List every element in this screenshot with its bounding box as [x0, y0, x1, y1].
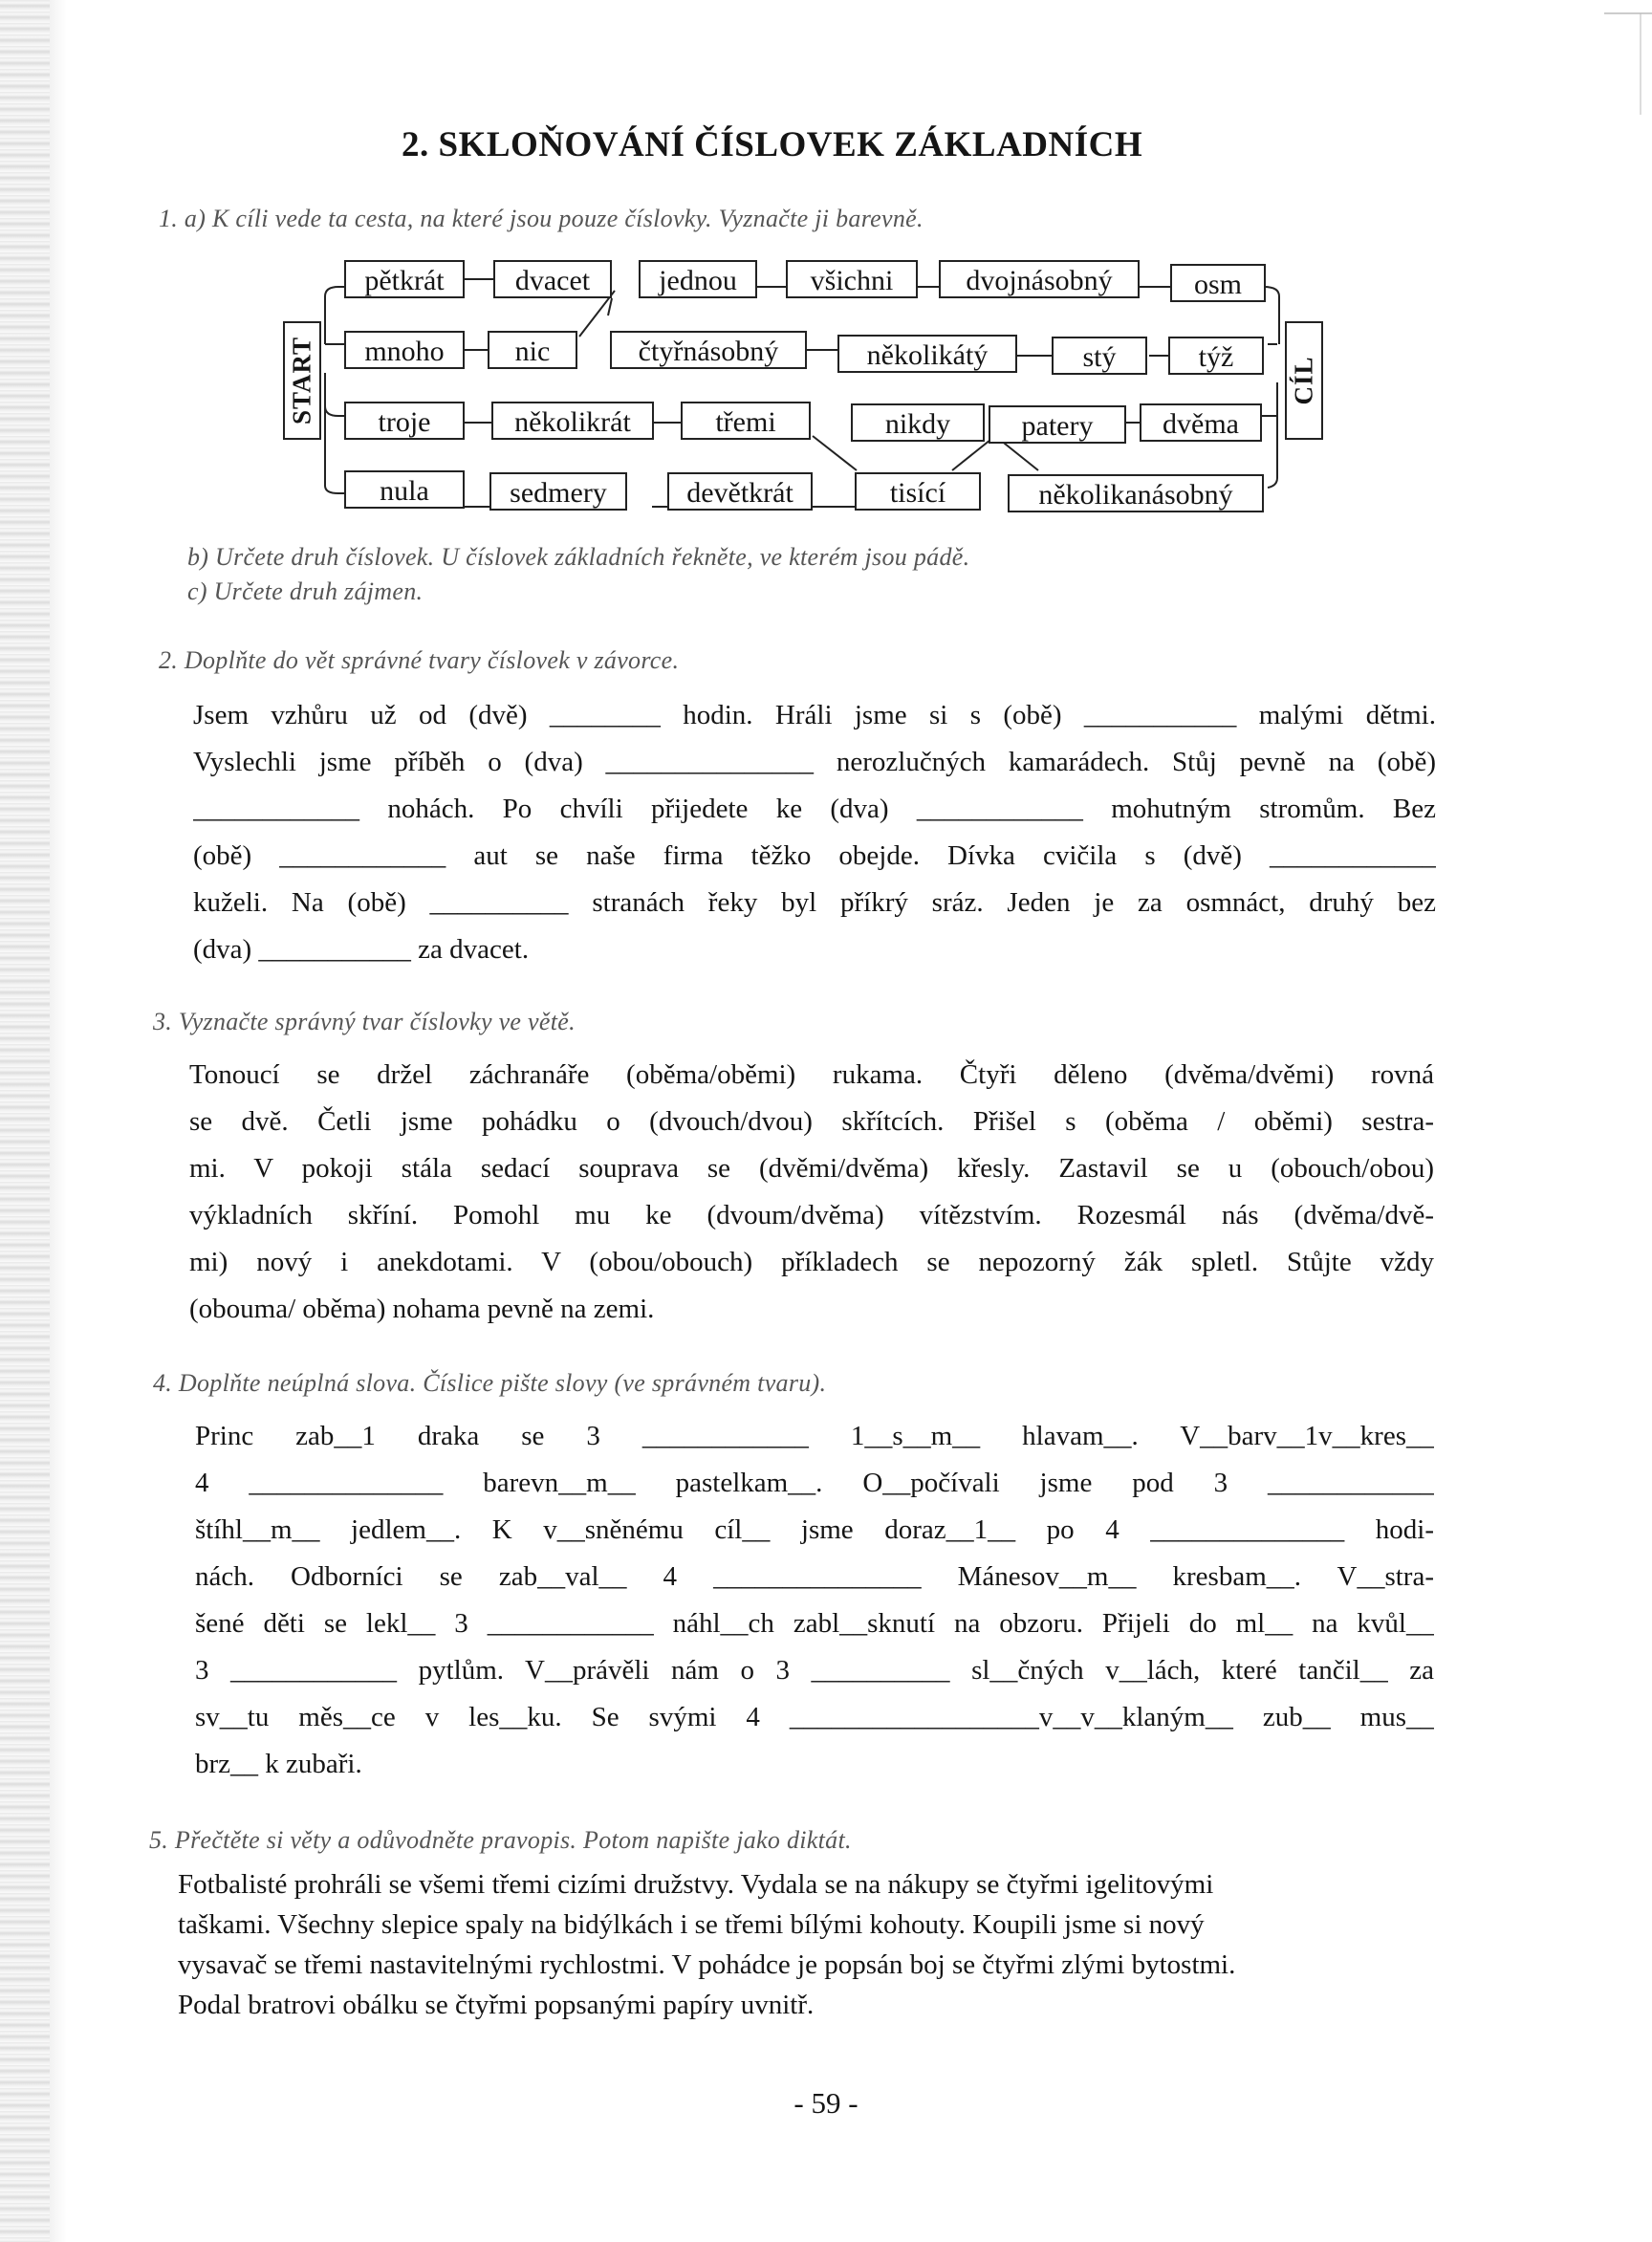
- task4-text: [195, 1413, 1434, 1788]
- task5-heading: 5. Přečtěte si věty a odůvodněte pravopis. Potom napište jako diktát.: [149, 1826, 852, 1854]
- text-line: se dvě. Četli jsme pohádku o (dvouch/dvou) skřítcích. Přišel s (oběma / oběmi) sestra-: [189, 1106, 1434, 1137]
- maze-word: dvojnásobný: [939, 260, 1140, 298]
- maze-word: mnoho: [344, 331, 465, 369]
- maze-word: tisící: [855, 472, 981, 511]
- task1-heading: 1. a) K cíli vede ta cesta, na které jsou pouze číslovky. Vyznačte ji barevně.: [159, 205, 924, 232]
- scan-binding-edge: [0, 0, 50, 2242]
- maze-word: několikanásobný: [1008, 474, 1264, 512]
- maze-word: čtyřnásobný: [610, 331, 807, 369]
- maze-word: sedmery: [489, 472, 627, 511]
- maze-word: všichni: [786, 260, 918, 298]
- text-line: (obouma/ oběma) nohama pevně na zemi.: [189, 1294, 655, 1324]
- text-line: štíhl__m__ jedlem__. K v__sněnému cíl__ jsme doraz__1__ po 4 ______________ hodi-: [195, 1514, 1434, 1545]
- maze-word: nic: [488, 331, 577, 369]
- task4-heading: 4. Doplňte neúplná slova. Číslice pište slovy (ve správném tvaru).: [153, 1369, 827, 1397]
- scan-shadow: [50, 0, 67, 2242]
- scan-corner-marks: [1585, 0, 1652, 115]
- text-line: mi. V pokoji stála sedací souprava se (dvěmi/dvěma) křesly. Zastavil se u (obouch/obou): [189, 1153, 1434, 1184]
- task1-part-c: c) Určete druh zájmen.: [187, 577, 424, 605]
- maze-word: třemi: [681, 402, 811, 440]
- task2-text: [193, 692, 1436, 973]
- text-line: Jsem vzhůru už od (dvě) ________ hodin. Hráli jsme si s (obě) ___________ malými dětmi.: [193, 700, 1436, 730]
- text-line: ____________ nohách. Po chvíli přijedete ke (dva) ____________ mohutným stromům. Bez: [193, 794, 1436, 824]
- text-line: vysavač se třemi nastavitelnými rychlostmi. V pohádce je popsán boj se čtyřmi zlými bytostmi.: [178, 1949, 1236, 1980]
- maze-word: několikátý: [837, 335, 1017, 373]
- text-line: Tonoucí se držel záchranáře (oběma/oběmi) rukama. Čtyři děleno (dvěma/dvěmi) rovná: [189, 1059, 1434, 1090]
- number-maze-diagram: [283, 249, 1325, 526]
- text-line: mi) nový i anekdotami. V (obou/obouch) příkladech se nepozorný žák spletl. Stůjte vždy: [189, 1247, 1434, 1277]
- start-label: START: [283, 321, 321, 440]
- text-line: 3 ____________ pytlům. V__právěli nám o 3 __________ sl__čných v__lách, které tančil__ za: [195, 1655, 1434, 1686]
- maze-word: osm: [1170, 264, 1266, 302]
- maze-word: pětkrát: [344, 260, 465, 298]
- text-line: výkladních skříní. Pomohl mu ke (dvoum/dvěma) vítězstvím. Rozesmál nás (dvěma/dvě-: [189, 1200, 1434, 1230]
- maze-word: dvěma: [1140, 403, 1262, 442]
- maze-word: týž: [1168, 337, 1264, 375]
- text-line: nách. Odborníci se zab__val__ 4 _______________ Mánesov__m__ kresbam__. V__stra-: [195, 1561, 1434, 1592]
- text-line: sv__tu měs__ce v les__ku. Se svými 4 __________________v__v__klaným__ zub__ mus__: [195, 1702, 1434, 1732]
- maze-word: nikdy: [851, 403, 985, 442]
- text-line: (dva) ___________ za dvacet.: [193, 934, 530, 965]
- page-number: - 59 -: [793, 2086, 859, 2120]
- task3-text: [189, 1052, 1434, 1333]
- maze-word: dvacet: [493, 260, 612, 298]
- text-line: Princ zab__1 draka se 3 ____________ 1__s__m__ hlavam__. V__barv__1v__kres__: [195, 1421, 1434, 1451]
- text-line: šené děti se lekl__ 3 ____________ náhl__ch zabl__sknutí na obzoru. Přijeli do ml__ na kvůl__: [195, 1608, 1434, 1639]
- text-line: brz__ k zubaři.: [195, 1749, 362, 1779]
- maze-word: devětkrát: [667, 472, 813, 511]
- task5-text: [178, 1864, 1440, 2025]
- maze-word: stý: [1052, 337, 1147, 375]
- text-line: Vyslechli jsme příběh o (dva) _______________ nerozlučných kamarádech. Stůj pevně na (obě): [193, 747, 1436, 777]
- maze-word: nula: [344, 470, 465, 509]
- text-line: 4 ______________ barevn__m__ pastelkam__. O__počívali jsme pod 3 ____________: [195, 1468, 1434, 1498]
- page-title: 2. SKLOŇOVÁNÍ ČÍSLOVEK ZÁKLADNÍCH: [402, 125, 1143, 164]
- task1-part-b: b) Určete druh číslovek. U číslovek základních řekněte, ve kterém jsou pádě.: [187, 543, 970, 571]
- text-line: (obě) ____________ aut se naše firma těžko obejde. Dívka cvičila s (dvě) ____________: [193, 840, 1436, 871]
- text-line: kuželi. Na (obě) __________ stranách řeky byl příkrý sráz. Jeden je za osmnáct, druhý bez: [193, 887, 1436, 918]
- task2-heading: 2. Doplňte do vět správné tvary číslovek v závorce.: [159, 646, 680, 674]
- text-line: taškami. Všechny slepice spaly na bidýlkách i se třemi bílými kohouty. Koupili jsme si nový: [178, 1909, 1205, 1940]
- maze-word: troje: [344, 402, 465, 440]
- task3-heading: 3. Vyznačte správný tvar číslovky ve větě.: [153, 1008, 576, 1035]
- maze-word: jednou: [639, 260, 757, 298]
- text-line: Podal bratrovi obálku se čtyřmi popsanými papíry uvnitř.: [178, 1990, 815, 2020]
- maze-word: patery: [989, 405, 1126, 444]
- end-label: CÍL: [1285, 321, 1323, 440]
- maze-word: několikrát: [491, 402, 654, 440]
- text-line: Fotbalisté prohráli se všemi třemi cizími družstvy. Vydala se na nákupy se čtyřmi igelitovými: [178, 1869, 1214, 1900]
